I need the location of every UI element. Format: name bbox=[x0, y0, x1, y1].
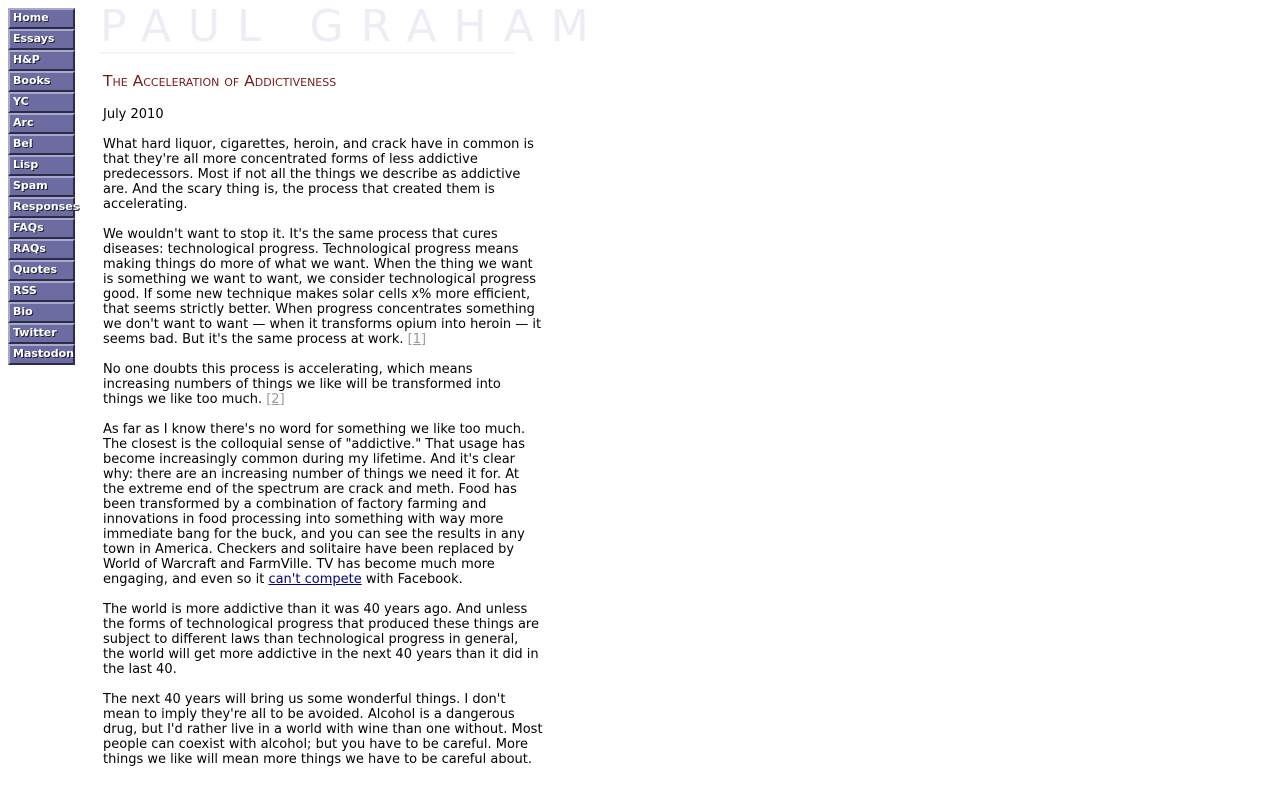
nav-faqs-button[interactable]: FAQs bbox=[8, 218, 75, 239]
paragraph-6-text: The next 40 years will bring us some wonderful things. I don't mean to imply they're all to be avoided. Alcohol is a dangerous drug, but I'd rather live in a world with wine than one without. Most people can coexist with alcohol; but you have to be careful. More things we like will mean more things we have to be careful about. bbox=[103, 692, 543, 767]
footnote-link-1[interactable]: [1] bbox=[407, 332, 427, 347]
nav-yc-button[interactable]: YC bbox=[8, 92, 75, 113]
paragraph-3 bbox=[103, 362, 543, 407]
nav-spam-button[interactable]: Spam bbox=[8, 176, 75, 197]
paragraph-1 bbox=[103, 137, 543, 212]
paragraph-4 bbox=[103, 422, 543, 587]
nav-hackers-painters-button[interactable]: H&P bbox=[8, 50, 75, 71]
nav-essays-button[interactable]: Essays bbox=[8, 29, 75, 50]
cant-compete-link[interactable]: can't compete bbox=[268, 572, 362, 587]
sidebar-nav bbox=[8, 8, 80, 365]
essay-article bbox=[103, 70, 543, 767]
paragraph-4-text: As far as I know there's no word for something we like too much. The closest is the colloquial sense of "addictive." That usage has become increasingly common during my lifetime. And it's clear why: there are an increasing number of things we need it for. At the extreme end of the spectrum are crack and meth. Food has been transformed by a combination of factory farming and innovations in food processing into something with way more immediate bang for the buck, and you can see the results in any town in America. Checkers and solitaire have been replaced by World of Warcraft and FarmVille. TV has become much more engaging, and even so it bbox=[103, 422, 526, 587]
paragraph-5-text: The world is more addictive than it was 40 years ago. And unless the forms of technological progress that produced these things are subject to different laws than technological progress in general, the world will get more addictive in the next 40 years than it did in the last 40. bbox=[103, 602, 539, 677]
footnote-link-2[interactable]: [2] bbox=[266, 392, 285, 407]
paragraph-5 bbox=[103, 602, 543, 677]
nav-quotes-button[interactable]: Quotes bbox=[8, 260, 75, 281]
paragraph-3-text: No one doubts this process is accelerating, which means increasing numbers of things we like will be transformed into things we like too much. bbox=[103, 362, 501, 407]
nav-rss-button[interactable]: RSS bbox=[8, 281, 75, 302]
nav-bio-button[interactable]: Bio bbox=[8, 302, 75, 323]
essay-date: July 2010 bbox=[103, 107, 164, 122]
essay-title: The Acceleration of Addictiveness bbox=[103, 72, 337, 90]
nav-responses-button[interactable]: Responses bbox=[8, 197, 75, 218]
nav-arc-button[interactable]: Arc bbox=[8, 113, 75, 134]
nav-lisp-button[interactable]: Lisp bbox=[8, 155, 75, 176]
nav-raqs-button[interactable]: RAQs bbox=[8, 239, 75, 260]
nav-mastodon-button[interactable]: Mastodon bbox=[8, 344, 75, 365]
nav-home-button[interactable]: Home bbox=[8, 8, 75, 29]
paragraph-1-text: What hard liquor, cigarettes, heroin, and crack have in common is that they're all more concentrated forms of less addictive predecessors. Most if not all the things we describe as addictive are. And the scary thing is, the process that created them is accelerating. bbox=[103, 137, 534, 212]
paragraph-4-tail: with Facebook. bbox=[365, 572, 463, 587]
paragraph-6 bbox=[103, 692, 543, 767]
nav-bel-button[interactable]: Bel bbox=[8, 134, 75, 155]
essay-body bbox=[103, 137, 543, 767]
paragraph-2 bbox=[103, 227, 543, 347]
site-logo[interactable]: PAUL GRAHAM bbox=[100, 1, 606, 52]
nav-twitter-button[interactable]: Twitter bbox=[8, 323, 75, 344]
nav-books-button[interactable]: Books bbox=[8, 71, 75, 92]
paragraph-2-text: We wouldn't want to stop it. It's the same process that cures diseases: technological progress. Technological progress means making things do more of what we want. When the thing we want is something we want to want, we consider technological progress good. If some new technique makes solar cells x% more efficient, that seems strictly better. When progress concentrates something we don't want to want — when it transforms opium into heroin — it seems bad. But it's the same process at work. bbox=[103, 227, 542, 347]
